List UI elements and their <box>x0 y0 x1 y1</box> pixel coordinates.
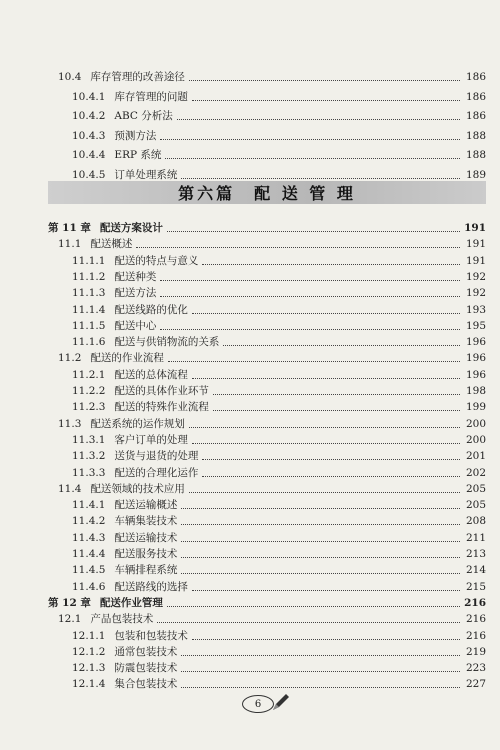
toc-entry-title: 配送运输概述 <box>114 499 178 512</box>
dot-leader <box>192 377 460 379</box>
dot-leader <box>189 426 460 428</box>
dot-leader <box>165 157 460 159</box>
toc-entry-page: 216 <box>465 613 486 626</box>
toc-entry-title: 订单处理系统 <box>114 169 178 181</box>
toc-entry-number: 11.4.3 <box>72 531 106 544</box>
toc-entry-page: 191 <box>464 222 486 234</box>
dot-leader <box>192 589 460 591</box>
toc-entry-title: 配送的合理化运作 <box>114 466 199 479</box>
page-number-footer <box>232 691 292 717</box>
toc-entry-title: 配送运输技术 <box>114 531 178 544</box>
toc-entry-title: 配送种类 <box>114 270 157 283</box>
pen-icon <box>270 691 292 713</box>
toc-entry-number: 11.1.3 <box>72 287 106 300</box>
dot-leader <box>181 556 460 558</box>
toc-entry-number: 12.1 <box>58 613 82 626</box>
toc-entry-page: 196 <box>465 352 486 365</box>
toc-entry-title: 配送的作业流程 <box>90 352 164 365</box>
toc-entry-page: 196 <box>465 336 486 349</box>
toc-entry-number: 10.4 <box>58 71 82 83</box>
toc-entry-title: ABC 分析法 <box>114 110 173 123</box>
toc-entry-title: ERP 系统 <box>114 149 162 162</box>
dot-leader <box>192 312 460 314</box>
toc-entry[interactable] <box>72 627 486 643</box>
toc-entry-page: 227 <box>465 678 486 691</box>
toc-entry[interactable] <box>72 127 486 143</box>
toc-entry-title: 配送的总体流程 <box>114 368 188 381</box>
toc-entry-title: 配送方法 <box>114 287 157 300</box>
toc-entry-number: 11.1.5 <box>72 319 106 332</box>
toc-entry-title: 配送系统的运作规划 <box>90 417 185 430</box>
toc-entry-title: 通常包装技术 <box>114 645 178 658</box>
toc-entry-number: 11.4.2 <box>72 515 106 528</box>
dot-leader <box>189 79 460 81</box>
toc-entry-number: 12.1.1 <box>72 629 106 642</box>
page-number: 6 <box>254 698 262 710</box>
toc-entry[interactable] <box>72 317 486 333</box>
toc-entry-title: 产品包装技术 <box>90 613 154 626</box>
toc-entry-number: 11.3.1 <box>72 433 106 446</box>
toc-entry[interactable] <box>72 675 486 691</box>
toc-entry[interactable] <box>72 301 486 317</box>
toc-entry[interactable] <box>72 529 486 545</box>
toc-entry[interactable] <box>72 545 486 561</box>
dot-leader <box>160 279 460 281</box>
toc-entry-page: 189 <box>465 169 486 181</box>
toc-entry[interactable] <box>58 349 486 365</box>
toc-entry[interactable] <box>72 107 486 123</box>
part-banner <box>48 181 486 204</box>
toc-entry[interactable] <box>72 268 486 284</box>
toc-entry[interactable] <box>72 447 486 463</box>
toc-entry-page: 193 <box>465 303 486 316</box>
toc-entry-page: 198 <box>465 385 486 397</box>
dot-leader <box>160 295 460 297</box>
toc-entry[interactable] <box>72 643 486 659</box>
toc-entry-number: 12.1.2 <box>72 645 106 658</box>
toc-entry-title: 车辆排程系统 <box>114 564 178 577</box>
toc-entry-title: 车辆集装技术 <box>114 515 178 528</box>
toc-entry-title: 库存管理的问题 <box>114 90 188 103</box>
toc-entry-number: 10.4.5 <box>72 169 106 181</box>
toc-entry[interactable] <box>58 68 486 84</box>
toc-entry-page: 219 <box>465 645 486 658</box>
toc-entry-title: 配送领域的技术应用 <box>90 482 185 495</box>
toc-entry-number: 11.2 <box>58 352 82 365</box>
toc-entry[interactable] <box>72 496 486 512</box>
dot-leader <box>189 491 460 493</box>
toc-entry-title: 配送中心 <box>114 319 157 332</box>
toc-entry[interactable] <box>72 431 486 447</box>
toc-entry-title: 配送路线的选择 <box>114 580 188 593</box>
toc-entry-number: 11.2.2 <box>72 385 106 397</box>
toc-entry[interactable] <box>72 512 486 528</box>
toc-entry[interactable] <box>72 284 486 300</box>
toc-entry-number: 11.4.5 <box>72 564 106 577</box>
toc-entry[interactable] <box>72 382 486 398</box>
toc-entry-number: 10.4.2 <box>72 110 106 123</box>
toc-entry-title: 配送方案设计 <box>99 222 163 234</box>
toc-entry-number: 11.4.1 <box>72 499 106 512</box>
dot-leader <box>181 523 460 525</box>
dot-leader <box>157 621 460 623</box>
toc-entry-page: 200 <box>465 433 486 446</box>
toc-entry-number: 11.2.1 <box>72 368 106 381</box>
toc-entry-number: 11.4.6 <box>72 580 106 593</box>
dot-leader <box>202 263 460 265</box>
toc-entry[interactable] <box>72 333 486 349</box>
toc-entry[interactable] <box>72 578 486 594</box>
toc-entry-page: 215 <box>465 580 486 593</box>
toc-entry-page: 216 <box>465 629 486 642</box>
toc-entry-page: 192 <box>465 287 486 300</box>
dot-leader <box>181 177 460 179</box>
toc-entry-page: 223 <box>465 662 486 675</box>
toc-entry[interactable] <box>58 235 486 251</box>
toc-entry[interactable] <box>72 166 486 182</box>
toc-entry-page: 192 <box>465 270 486 283</box>
toc-entry-number: 10.4.3 <box>72 129 106 142</box>
toc-entry-title: 送货与退货的处理 <box>114 450 199 463</box>
toc-entry-number: 11.3.3 <box>72 466 106 479</box>
toc-entry-page: 214 <box>465 564 486 577</box>
toc-entry-page: 205 <box>465 482 486 495</box>
toc-entry-title: 配送的特殊作业流程 <box>114 401 209 414</box>
toc-entry-title: 客户订单的处理 <box>114 433 188 446</box>
toc-entry[interactable] <box>72 252 486 268</box>
dot-leader <box>181 654 460 656</box>
toc-entry-number: 11.4.4 <box>72 548 106 560</box>
toc-entry-title: 库存管理的改善途径 <box>90 71 185 83</box>
dot-leader <box>192 638 460 640</box>
toc-entry-page: 186 <box>465 90 486 103</box>
dot-leader <box>192 99 460 101</box>
dot-leader <box>177 118 460 120</box>
toc-entry-title: 防震包装技术 <box>114 662 178 675</box>
toc-entry-page: 191 <box>465 238 486 251</box>
toc-entry[interactable] <box>48 594 486 610</box>
dot-leader <box>181 670 460 672</box>
dot-leader <box>167 605 460 607</box>
toc-entry-page: 202 <box>465 466 486 479</box>
toc-entry-title: 配送的具体作业环节 <box>114 385 209 397</box>
toc-entry-page: 208 <box>465 515 486 528</box>
toc-entry[interactable] <box>72 464 486 480</box>
toc-entry-number: 10.4.4 <box>72 149 106 162</box>
toc-entry-page: 191 <box>465 254 486 267</box>
toc-entry-page: 200 <box>465 417 486 430</box>
toc-entry-page: 199 <box>465 401 486 414</box>
toc-entry-number: 12.1.3 <box>72 662 106 675</box>
toc-entry-title: 配送线路的优化 <box>114 303 188 316</box>
dot-leader <box>181 507 460 509</box>
toc-entry-title: 配送作业管理 <box>99 596 163 609</box>
toc-entry-number: 11.2.3 <box>72 401 106 414</box>
toc-entry-page: 188 <box>465 149 486 162</box>
toc-entry-page: 186 <box>465 71 486 83</box>
toc-entry[interactable] <box>48 219 486 235</box>
toc-entry-title: 集合包装技术 <box>114 678 178 691</box>
toc-entry-number: 11.3 <box>58 417 82 430</box>
dot-leader <box>167 230 460 232</box>
dot-leader <box>223 344 460 346</box>
dot-leader <box>160 328 460 330</box>
toc-entry-number: 11.1 <box>58 238 82 251</box>
toc-entry-page: 196 <box>465 368 486 381</box>
dot-leader <box>213 393 460 395</box>
toc-entry-title: 包装和包装技术 <box>114 629 188 642</box>
toc-entry-number: 11.3.2 <box>72 450 106 463</box>
dot-leader <box>160 138 460 140</box>
part-title: 第六篇 配 送 管 理 <box>178 184 356 203</box>
dot-leader <box>202 458 460 460</box>
dot-leader <box>202 475 460 477</box>
toc-entry-page: 216 <box>464 596 486 609</box>
toc-entry-number: 11.1.6 <box>72 336 106 349</box>
toc-entry[interactable] <box>72 561 486 577</box>
toc-entry-page: 205 <box>465 499 486 512</box>
toc-entry-page: 201 <box>465 450 486 463</box>
toc-entry-page: 188 <box>465 129 486 142</box>
toc-entry[interactable] <box>72 88 486 104</box>
toc-entry-number: 第 12 章 <box>48 596 91 609</box>
dot-leader <box>181 572 460 574</box>
toc-entry[interactable] <box>72 146 486 162</box>
dot-leader <box>168 360 460 362</box>
dot-leader <box>192 442 460 444</box>
dot-leader <box>181 686 460 688</box>
toc-entry-number: 11.1.4 <box>72 303 106 316</box>
toc-entry[interactable] <box>72 366 486 382</box>
toc-entry-number: 12.1.4 <box>72 678 106 691</box>
toc-entry-number: 11.1.1 <box>72 254 106 267</box>
toc-entry-title: 配送服务技术 <box>114 548 178 560</box>
toc-entry[interactable] <box>58 610 486 626</box>
toc-entry[interactable] <box>72 659 486 675</box>
toc-entry-page: 211 <box>465 531 486 544</box>
toc-entry-title: 配送概述 <box>90 238 133 251</box>
toc-entry-number: 第 11 章 <box>48 222 91 234</box>
toc-entry-title: 配送的特点与意义 <box>114 254 199 267</box>
dot-leader <box>136 246 460 248</box>
toc-entry-title: 配送与供销物流的关系 <box>114 336 220 349</box>
toc-entry-page: 186 <box>465 110 486 123</box>
dot-leader <box>213 409 460 411</box>
toc-entry-number: 11.1.2 <box>72 270 106 283</box>
dot-leader <box>181 540 460 542</box>
toc-entry-page: 195 <box>465 319 486 332</box>
toc-entry[interactable] <box>72 398 486 414</box>
toc-entry[interactable] <box>58 415 486 431</box>
toc-entry-page: 213 <box>465 548 486 560</box>
toc-entry[interactable] <box>58 480 486 496</box>
toc-entry-title: 预测方法 <box>114 129 157 142</box>
toc-entry-number: 11.4 <box>58 482 82 495</box>
toc-entry-number: 10.4.1 <box>72 90 106 103</box>
